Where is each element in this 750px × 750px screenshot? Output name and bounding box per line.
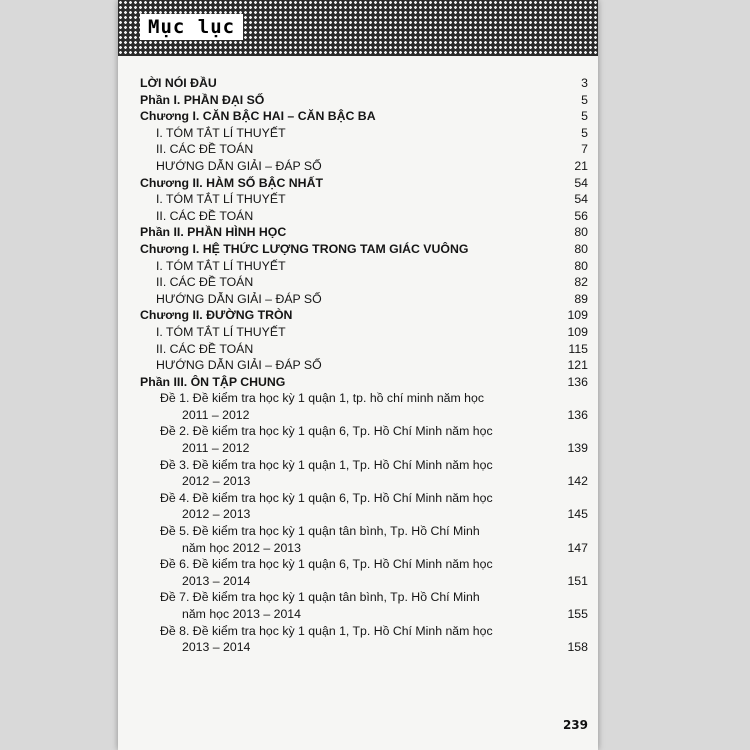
toc-entry	[140, 556, 588, 589]
toc-entry-title: Đề 3. Đề kiểm tra học kỳ 1 quận 1, Tp. Hồ Chí Minh năm học	[160, 457, 493, 472]
toc-entry	[140, 224, 588, 241]
toc-entry-page: 5	[581, 92, 588, 107]
toc-entry-title: Đề 6. Đề kiểm tra học kỳ 1 quận 6, Tp. Hồ Chí Minh năm học	[160, 557, 493, 572]
toc-entry	[140, 490, 588, 523]
toc-entry-title: II. CÁC ĐỀ TOÁN	[156, 341, 254, 356]
toc-entry-page: 56	[574, 208, 588, 223]
page-title: Mục lục	[140, 14, 243, 40]
toc-entry	[140, 623, 588, 656]
toc-entry-title: II. CÁC ĐỀ TOÁN	[156, 275, 254, 290]
toc-entry-page: 109	[567, 324, 588, 339]
toc-entry-title: Phần I. PHẦN ĐẠI SỐ	[140, 92, 265, 107]
toc-entry-title-continued: 2013 – 2014	[182, 640, 251, 655]
toc-entry	[140, 523, 588, 556]
toc-entry-title: Phần III. ÔN TẬP CHUNG	[140, 374, 286, 389]
toc-entry	[140, 241, 588, 258]
toc-entry-page: 7	[581, 142, 588, 157]
toc-entry-title-continued: 2012 – 2013	[182, 474, 251, 489]
toc-entry	[140, 208, 588, 225]
toc-entry	[140, 390, 588, 423]
toc-entry-title-continued: 2013 – 2014	[182, 573, 251, 588]
toc-entry-page: 158	[567, 640, 588, 655]
toc-entry	[140, 258, 588, 275]
toc-entry-title: Chương II. HÀM SỐ BẬC NHẤT	[140, 175, 323, 190]
toc-entry	[140, 158, 588, 175]
toc-entry-title: II. CÁC ĐỀ TOÁN	[156, 208, 254, 223]
toc-entry	[140, 75, 588, 92]
toc-entry	[140, 457, 588, 490]
toc-entry-title: Chương I. CĂN BẬC HAI – CĂN BẬC BA	[140, 109, 376, 124]
toc-entry-title-continued: năm học 2012 – 2013	[182, 540, 301, 555]
toc-entry-title: I. TÓM TẮT LÍ THUYẾT	[156, 324, 286, 339]
toc-entry-title: II. CÁC ĐỀ TOÁN	[156, 142, 254, 157]
toc-entry	[140, 141, 588, 158]
toc-entry-title: LỜI NÓI ĐẦU	[140, 76, 217, 90]
toc-entry-page: 21	[574, 158, 588, 173]
toc-entry-page: 80	[574, 258, 588, 273]
toc-entry-title: I. TÓM TẮT LÍ THUYẾT	[156, 125, 286, 140]
book-page	[118, 0, 598, 750]
toc-entry	[140, 191, 588, 208]
toc-entry-title: HƯỚNG DẪN GIẢI – ĐÁP SỐ	[156, 158, 322, 173]
toc-entry-page: 136	[567, 407, 588, 422]
toc-entry-title: HƯỚNG DẪN GIẢI – ĐÁP SỐ	[156, 358, 322, 373]
toc-entry	[140, 341, 588, 358]
toc-entry-title: I. TÓM TẮT LÍ THUYẾT	[156, 258, 286, 273]
toc-entry	[140, 108, 588, 125]
page-number: 239	[562, 718, 588, 732]
toc-entry-page: 142	[567, 474, 588, 489]
toc-entry-title: Đề 8. Đề kiểm tra học kỳ 1 quận 1, Tp. Hồ Chí Minh năm học	[160, 623, 493, 638]
toc-entry	[140, 423, 588, 456]
toc-entry-page: 109	[567, 308, 588, 323]
table-of-contents	[140, 75, 588, 656]
toc-entry	[140, 175, 588, 192]
toc-entry-page: 139	[567, 441, 588, 456]
toc-entry-title: Đề 5. Đề kiểm tra học kỳ 1 quận tân bình, Tp. Hồ Chí Minh	[160, 524, 480, 539]
toc-entry-title: Đề 1. Đề kiểm tra học kỳ 1 quận 1, tp. hồ chí minh năm học	[160, 391, 484, 406]
toc-entry	[140, 324, 588, 341]
toc-entry	[140, 125, 588, 142]
toc-entry-title: I. TÓM TẮT LÍ THUYẾT	[156, 192, 286, 207]
toc-entry	[140, 357, 588, 374]
toc-entry-page: 54	[574, 175, 588, 190]
toc-entry	[140, 589, 588, 622]
toc-entry-page: 3	[581, 76, 588, 90]
toc-entry-page: 54	[574, 192, 588, 207]
toc-entry-page: 82	[574, 275, 588, 290]
toc-entry-title: Chương II. ĐƯỜNG TRÒN	[140, 308, 293, 323]
toc-entry-page: 5	[581, 125, 588, 140]
toc-entry-page: 80	[574, 241, 588, 256]
toc-entry-page: 155	[567, 607, 588, 621]
toc-entry-title-continued: năm học 2013 – 2014	[182, 607, 301, 621]
toc-entry-page: 145	[567, 507, 588, 522]
toc-entry-page: 80	[574, 225, 588, 240]
toc-entry	[140, 374, 588, 391]
toc-entry-page: 121	[567, 358, 588, 373]
toc-entry-page: 147	[567, 540, 588, 555]
toc-entry-title: HƯỚNG DẪN GIẢI – ĐÁP SỐ	[156, 291, 322, 306]
toc-entry	[140, 274, 588, 291]
toc-entry-title: Chương I. HỆ THỨC LƯỢNG TRONG TAM GIÁC VUÔNG	[140, 241, 469, 256]
toc-entry-page: 136	[567, 374, 588, 389]
toc-entry-title-continued: 2012 – 2013	[182, 507, 251, 522]
toc-entry	[140, 291, 588, 308]
toc-entry-title: Đề 7. Đề kiểm tra học kỳ 1 quận tân bình, Tp. Hồ Chí Minh	[160, 590, 480, 605]
toc-entry-title-continued: 2011 – 2012	[182, 407, 250, 422]
toc-entry-page: 115	[568, 341, 588, 356]
header-band	[118, 0, 598, 56]
toc-entry	[140, 92, 588, 109]
toc-entry	[140, 307, 588, 324]
toc-entry-page: 151	[567, 573, 588, 588]
toc-entry-title: Phần II. PHẦN HÌNH HỌC	[140, 225, 287, 240]
toc-entry-title: Đề 2. Đề kiểm tra học kỳ 1 quận 6, Tp. Hồ Chí Minh năm học	[160, 424, 493, 439]
toc-entry-page: 89	[574, 291, 588, 306]
toc-entry-title-continued: 2011 – 2012	[182, 441, 250, 456]
toc-entry-title: Đề 4. Đề kiểm tra học kỳ 1 quận 6, Tp. Hồ Chí Minh năm học	[160, 490, 493, 505]
toc-entry-page: 5	[581, 109, 588, 124]
